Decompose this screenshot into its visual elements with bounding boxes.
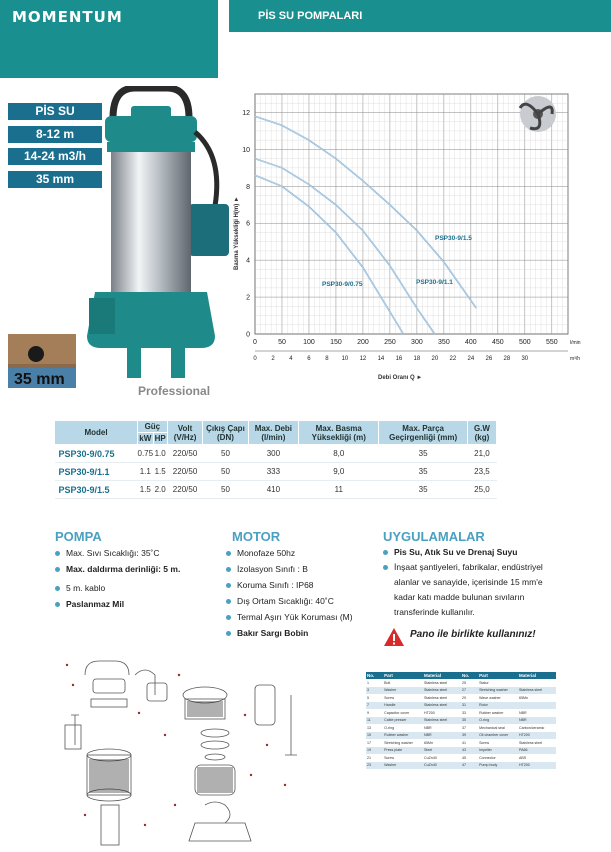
parts-cell: 11 [366, 717, 383, 725]
parts-cell: 23 [366, 762, 383, 770]
motor-list [226, 545, 376, 641]
bullet-icon [226, 631, 231, 636]
chart-grid [255, 94, 568, 334]
pompa-title: POMPA [55, 529, 102, 544]
x-tick-label-lmin: 300 [411, 339, 423, 346]
parts-cell: O-ring [478, 717, 518, 725]
parts-cell: 21 [367, 755, 371, 760]
spec-cell: 35 [379, 481, 468, 499]
bullet-icon [226, 583, 231, 588]
th-flow: Max. Debi (l/min) [248, 421, 299, 445]
uygulamalar-list [383, 545, 558, 620]
warning-icon [383, 627, 405, 647]
pump-image [75, 86, 237, 386]
parts-cell: Stretching washer [478, 687, 518, 695]
parts-cell: Rubber washer [479, 710, 504, 715]
spec-cell: 1.1 [138, 463, 154, 481]
x-tick-label-m3h: 16 [395, 356, 403, 362]
parts-cell: Wave washer [479, 695, 501, 700]
uygulamalar-title: UYGULAMALAR [383, 529, 485, 544]
parts-cell: Steel [423, 747, 461, 755]
parts-row [366, 679, 556, 687]
spec-cell: 50 [203, 463, 248, 481]
bullet-icon [55, 586, 60, 591]
pompa-item: Paslanmaz Mil [55, 596, 220, 612]
parts-cell: Stainless steel [423, 695, 448, 700]
model-cell: PSP30-9/1.5 [55, 481, 138, 499]
parts-cell: Carbon/ceramic [518, 725, 545, 730]
parts-cell: NBR [518, 717, 556, 725]
th-outlet: Çıkış Çapı (DN) [203, 421, 248, 445]
parts-row [366, 732, 556, 740]
th-volt: Volt (V/Hz) [167, 421, 203, 445]
parts-cell: 13 [367, 725, 371, 730]
x-tick-label-m3h: 26 [485, 356, 493, 362]
parts-row [366, 762, 556, 770]
parts-cell: ABS [518, 755, 527, 760]
x-tick-label-m3h: 22 [449, 356, 457, 362]
th-kw: kW [139, 434, 152, 443]
badge-flow: 14-24 m3/h [8, 148, 102, 165]
parts-cell: 1 [367, 680, 369, 685]
x-tick-label-lmin: 50 [278, 339, 286, 346]
parts-row [366, 724, 556, 732]
parts-cell: NBR [423, 725, 432, 730]
parts-th: Material [423, 672, 461, 679]
parts-cell: 17 [367, 740, 371, 745]
page-title: PİS SU POMPALARI [258, 10, 363, 22]
parts-th: Part [478, 672, 518, 679]
parts-cell: Washer [383, 762, 423, 770]
parts-table [366, 672, 556, 769]
uygulamalar-item: İnşaat şantiyeleri, fabrikalar, endüstriyel alanlar ve sanayide, içerisinde 15 mm'e kadar katı madde bulunan sıvıların transferinde kullanılır. [383, 560, 558, 620]
y-axis-label: Basma Yüksekliği H(m) ► [234, 196, 240, 270]
brand-logo: MOMENTUM [12, 8, 123, 26]
model-cell: PSP30-9/0.75 [55, 445, 138, 463]
parts-cell: O-ring [384, 725, 395, 730]
x-tick-label-m3h: 24 [467, 356, 475, 362]
badge-passage: 35 mm [8, 171, 102, 188]
x-tick-label-lmin: 100 [303, 339, 315, 346]
x-tick-label-m3h: 20 [431, 356, 439, 362]
motor-title: MOTOR [232, 529, 281, 544]
motor-item: Dış Ortam Sıcaklığı: 40˚C [226, 593, 376, 609]
parts-table-body [366, 679, 556, 769]
x-ticks-m3h [253, 351, 580, 362]
x-tick-label-m3h: 0 [253, 356, 257, 362]
parts-cell: 35 [461, 717, 478, 725]
spec-cell: 333 [248, 463, 299, 481]
parts-cell: 47 [461, 762, 478, 770]
y-tick-label: 8 [246, 183, 250, 191]
x-tick-label-m3h: 30 [521, 356, 529, 362]
parts-cell: 37 [461, 725, 466, 730]
parts-row [366, 717, 556, 725]
spec-table-body [55, 445, 497, 499]
y-tick-label: 2 [246, 294, 250, 302]
parts-cell: Rotor [478, 702, 518, 710]
parts-cell: 45 [461, 755, 466, 760]
pompa-list [55, 545, 220, 612]
parts-cell: Rubber washer [383, 732, 423, 740]
parts-cell: Stainless steel [518, 687, 556, 695]
parts-cell: 7 [366, 702, 383, 710]
spec-cell: 1.5 [138, 481, 154, 499]
y-ticks [242, 110, 250, 339]
x-tick-label-m3h: 6 [307, 356, 311, 362]
motor-item: İzolasyon Sınıfı : B [226, 561, 376, 577]
model-cell: PSP30-9/1.1 [55, 463, 138, 481]
y-tick-label: 0 [246, 331, 250, 339]
x-tick-label-m3h: 8 [325, 356, 329, 362]
parts-cell: Screw [384, 695, 395, 700]
motor-item: Termal Aşırı Yük Koruması (M) [226, 609, 376, 625]
spec-cell: 50 [203, 445, 248, 463]
th-hp: HP [154, 434, 166, 443]
x-tick-label-lmin: 200 [357, 339, 369, 346]
spec-cell: 23,5 [467, 463, 496, 481]
parts-row [366, 702, 556, 710]
spec-row [55, 463, 497, 481]
th-head: Max. Basma Yüksekliği (m) [299, 421, 379, 445]
spec-cell: 35 [379, 463, 468, 481]
warning-text: Pano ile birlikte kullanınız! [410, 629, 536, 640]
th-weight: G.W (kg) [467, 421, 496, 445]
parts-th: Material [518, 672, 556, 679]
x-tick-label-lmin: 450 [492, 339, 504, 346]
parts-cell: Oil chamber cover [478, 732, 518, 740]
spec-cell: 220/50 [167, 445, 203, 463]
parts-row [366, 739, 556, 747]
parts-cell: 9 [367, 710, 369, 715]
parts-cell: Press plate [383, 747, 423, 755]
parts-cell: Stainless steel [423, 687, 461, 695]
bullet-icon [226, 551, 231, 556]
uygulamalar-item: Pis Su, Atık Su ve Drenaj Suyu [383, 545, 558, 560]
parts-cell: Stretching washer [384, 740, 413, 745]
spec-cell: 410 [248, 481, 299, 499]
parts-cell: Screw [479, 740, 490, 745]
parts-cell: Screw [384, 755, 395, 760]
parts-row [366, 754, 556, 762]
motor-item: Monofaze 50hz [226, 545, 376, 561]
parts-cell: PA66 [518, 747, 556, 755]
x-tick-label-lmin: 350 [438, 339, 450, 346]
parts-cell: Handle [383, 702, 423, 710]
spec-cell: 11 [299, 481, 379, 499]
parts-cell: NBR [423, 732, 461, 740]
parts-cell: 39 [461, 732, 478, 740]
spec-cell: 8,0 [299, 445, 379, 463]
series-label: PSP30-9/1.1 [416, 279, 453, 286]
x-tick-label-m3h: 18 [413, 356, 421, 362]
spec-cell: 50 [203, 481, 248, 499]
x-ticks-lmin [253, 339, 581, 346]
parts-th: Part [383, 672, 423, 679]
parts-cell: 19 [366, 747, 383, 755]
y-tick-label: 12 [242, 109, 250, 117]
parts-cell: 33 [461, 710, 466, 715]
parts-cell [518, 702, 556, 710]
x-tick-label-m3h: 2 [271, 356, 275, 362]
parts-cell: 3 [366, 687, 383, 695]
spec-cell: 220/50 [167, 463, 203, 481]
x-tick-label-m3h: 10 [341, 356, 349, 362]
parts-cell: 31 [461, 702, 478, 710]
spec-cell: 0.75 [138, 445, 154, 463]
parts-cell: HT200 [518, 732, 556, 740]
y-tick-label: 10 [242, 146, 250, 154]
parts-cell: CuZn40 [423, 762, 461, 770]
parts-cell: 65Mn [423, 740, 433, 745]
spec-table [54, 420, 497, 499]
spec-cell: 2.0 [153, 481, 167, 499]
parts-cell: Stator [479, 680, 489, 685]
parts-cell: Stainless steel [423, 717, 461, 725]
parts-th: No. [461, 672, 478, 679]
x-unit-lmin: l/min [570, 340, 581, 346]
parts-cell: Stainless steel [423, 702, 461, 710]
spec-cell: 35 [379, 445, 468, 463]
parts-cell: Stainless steel [423, 680, 448, 685]
y-tick-label: 4 [246, 257, 250, 265]
bullet-icon [226, 615, 231, 620]
parts-cell: Impeller [478, 747, 518, 755]
spec-row [55, 481, 497, 499]
parts-cell: Washer [383, 687, 423, 695]
x-tick-label-lmin: 150 [330, 339, 342, 346]
spec-cell: 220/50 [167, 481, 203, 499]
parts-cell: CuZn40 [423, 755, 437, 760]
parts-th: No. [366, 672, 383, 679]
parts-row [366, 747, 556, 755]
y-tick-label: 6 [246, 220, 250, 228]
series-label: PSP30-9/1.5 [435, 235, 472, 242]
bullet-icon [55, 551, 60, 556]
parts-cell: 5 [367, 695, 369, 700]
parts-cell: Connector [479, 755, 496, 760]
spec-cell: 300 [248, 445, 299, 463]
x-tick-label-m3h: 14 [377, 356, 385, 362]
parts-row [366, 687, 556, 695]
bullet-icon [55, 602, 60, 607]
parts-cell: 43 [461, 747, 478, 755]
exploded-view-diagram [55, 655, 355, 852]
x-tick-label-lmin: 550 [545, 339, 558, 346]
spec-row [55, 445, 497, 463]
x-unit-m3h: m³/h [570, 356, 580, 362]
parts-cell: Pump body [478, 762, 518, 770]
th-passage: Max. Parça Geçirgenliği (mm) [379, 421, 468, 445]
parts-cell: 41 [461, 740, 466, 745]
parts-cell: 15 [366, 732, 383, 740]
parts-cell: NBR [518, 710, 527, 715]
bullet-icon [226, 567, 231, 572]
pompa-item: Max. daldırma derinliği: 5 m. [55, 561, 220, 577]
spec-cell: 25,0 [467, 481, 496, 499]
x-tick-label-m3h: 28 [503, 356, 511, 362]
spec-cell: 21,0 [467, 445, 496, 463]
performance-chart [230, 86, 611, 386]
motor-item: Bakır Sargı Bobin [226, 625, 376, 641]
x-tick-label-lmin: 250 [384, 339, 396, 346]
badge-type: PİS SU [8, 103, 102, 120]
parts-cell: Capacitor cover [384, 710, 410, 715]
impeller-icon [520, 96, 556, 132]
thumb-label: 35 mm [14, 371, 65, 388]
bullet-icon [383, 565, 388, 570]
th-power: Güç [138, 421, 168, 433]
parts-cell: 25 [461, 680, 466, 685]
parts-cell: Stainless steel [518, 740, 543, 745]
x-tick-label-m3h: 12 [359, 356, 367, 362]
series-label: PSP30-9/0.75 [322, 281, 363, 288]
bullet-icon [383, 550, 388, 555]
spec-cell: 9,0 [299, 463, 379, 481]
x-tick-label-lmin: 500 [518, 339, 531, 346]
parts-cell: 27 [461, 687, 478, 695]
x-tick-label-lmin: 0 [253, 339, 257, 346]
professional-label: Professional [138, 384, 211, 398]
bullet-icon [226, 599, 231, 604]
motor-item: Koruma Sınıfı : IP68 [226, 577, 376, 593]
badge-head: 8-12 m [8, 126, 102, 143]
parts-row [366, 694, 556, 702]
parts-cell: HT200 [423, 710, 435, 715]
parts-cell [518, 679, 556, 687]
pompa-item: 5 m. kablo [55, 580, 220, 596]
parts-cell: 29 [461, 695, 466, 700]
bullet-icon [55, 567, 60, 572]
parts-cell: HT200 [518, 762, 556, 770]
parts-cell: 65Mn [518, 695, 528, 700]
th-model: Model [55, 421, 138, 445]
spec-cell: 1.5 [153, 463, 167, 481]
spec-cell: 1.0 [153, 445, 167, 463]
x-tick-label-lmin: 400 [465, 339, 477, 346]
parts-row [366, 709, 556, 717]
parts-cell: Cable presser [383, 717, 423, 725]
pompa-item: Max. Sıvı Sıcaklığı: 35˚C [55, 545, 220, 561]
x-tick-label-m3h: 4 [289, 356, 293, 362]
parts-cell: Bolt [384, 680, 391, 685]
x-axis-label: Debi Oranı Q ► [378, 375, 423, 381]
parts-cell: Mechanical seal [479, 725, 505, 730]
